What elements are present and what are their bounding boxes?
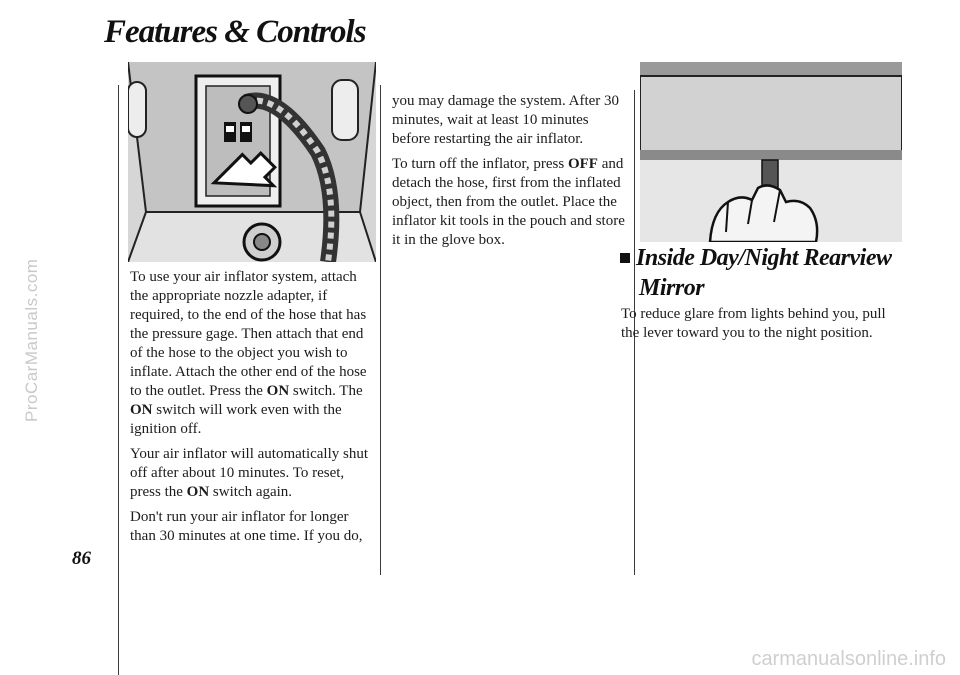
paragraph-usage: To use your air inflator system, attach the appropriate nozzle adapter, if required, to the end of the hose that has the pressure gage. Then attach that end of the hose to the object you wish to inflate. Attach the other end of the hose to the outlet. Press the ON switch. The ON switch will work even with the ignition off. [130,269,367,437]
page-number: 86 [72,548,91,569]
bottom-watermark: carmanualsonline.info [751,648,946,670]
air-inflator-illustration [128,62,376,262]
column-2-text [392,92,628,256]
rearview-mirror-illustration [640,62,902,242]
paragraph-duration-warning: Don't run your air inflator for longer than 30 minutes at one time. If you do, [130,509,363,544]
paragraph-auto-shutoff: Your air inflator will automatically shut off after about 10 minutes. To reset, press the ON switch again. [130,446,369,500]
column-divider-1 [380,85,381,575]
bullet-square-icon [620,253,630,263]
column-3-text [621,305,907,349]
paragraph-mirror-glare: To reduce glare from lights behind you, pull the lever toward you to the night position. [621,306,886,341]
page-title: Features & Controls [104,14,366,50]
side-watermark: ProCarManuals.com [22,258,41,422]
paragraph-turn-off: To turn off the inflator, press OFF and detach the hose, first from the inflated object, then from the outlet. Place the inflator kit tools in the pouch and store it in the glove box. [392,156,625,248]
column-1-text [130,268,374,552]
section-heading-rearview-mirror: Inside Day/Night Rearview Mirror [620,243,910,303]
left-margin-rule [118,85,119,675]
paragraph-damage-warning: you may damage the system. After 30 minutes, wait at least 10 minutes before restarting the air inflator. [392,93,620,147]
